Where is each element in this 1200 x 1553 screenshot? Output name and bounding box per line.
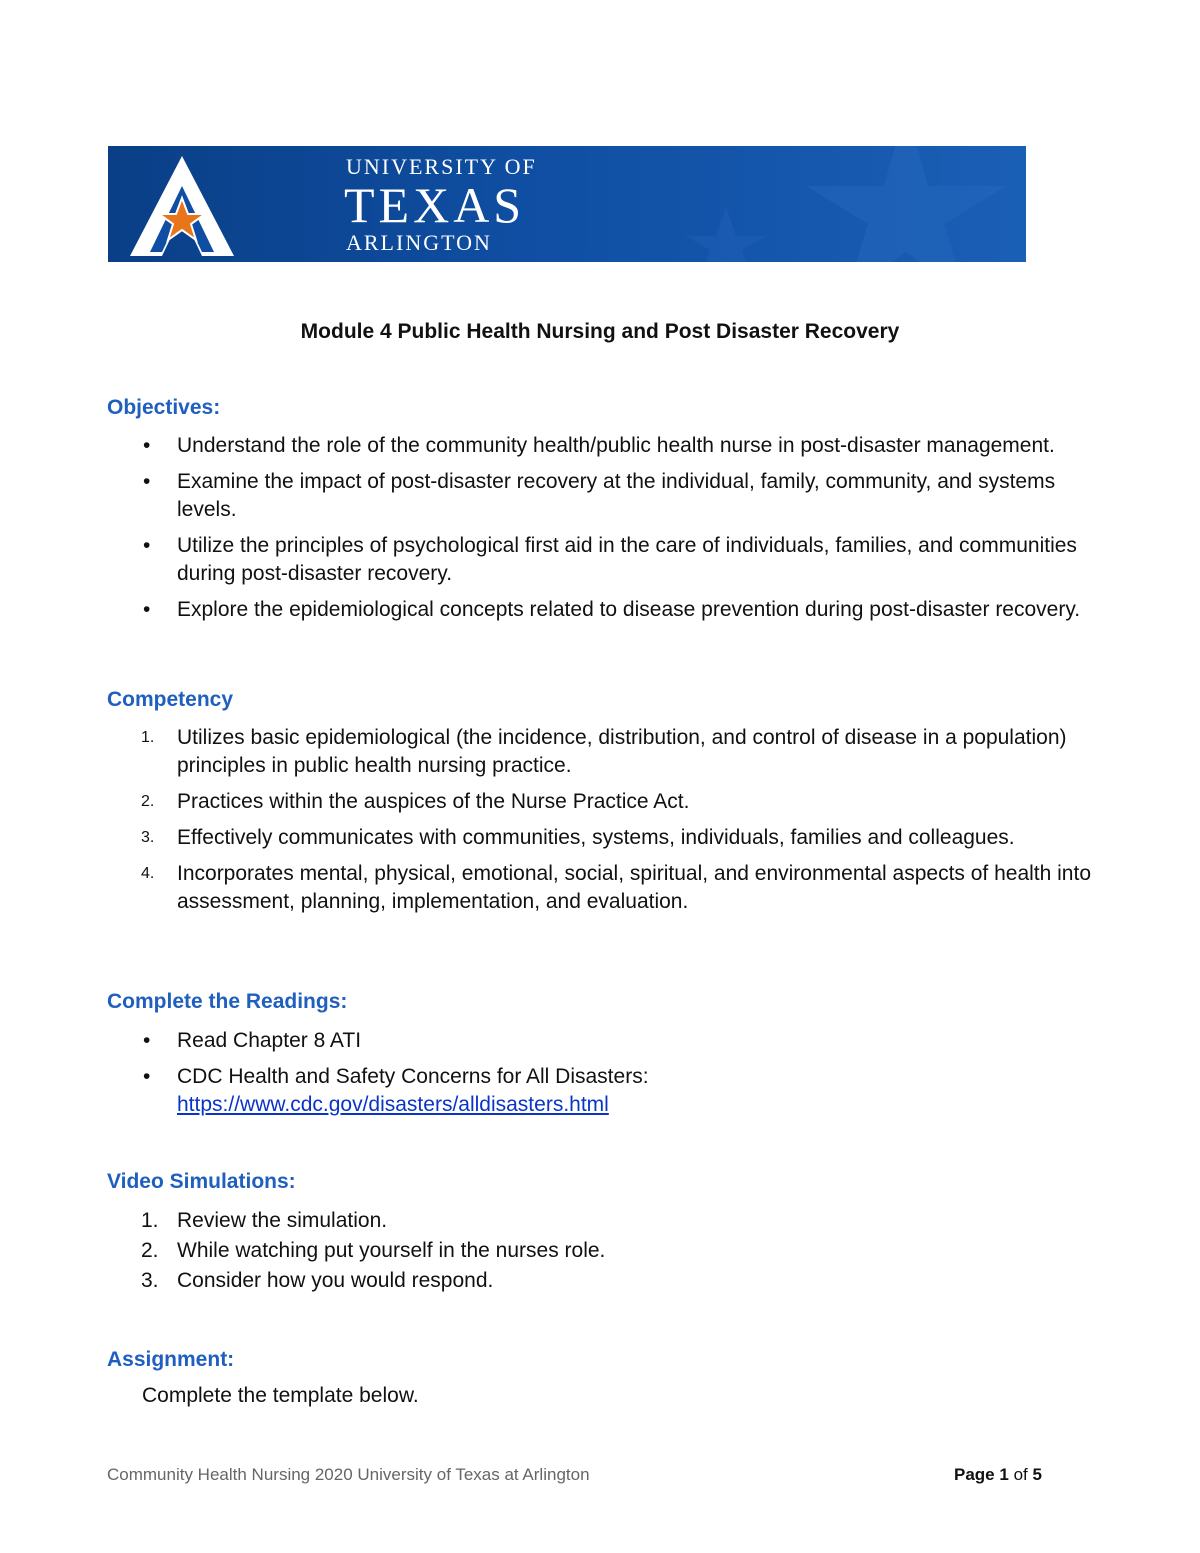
page-indicator: Page 1 of 5 [954, 1465, 1042, 1484]
list-item: • Utilize the principles of psychological first aid in the care of individuals, families, and communities during post-disaster recovery. [143, 534, 1077, 585]
uta-logo-icon [122, 152, 242, 260]
banner-line-texas: TEXAS [344, 177, 526, 233]
banner-line-arlington: ARLINGTON [346, 230, 492, 255]
objectives-heading: Objectives: [107, 396, 221, 419]
list-item: 3. Consider how you would respond. [141, 1269, 494, 1292]
list-item: • Examine the impact of post-disaster recovery at the individual, family, community, and systems levels. [143, 470, 1056, 521]
list-item: 4. Incorporates mental, physical, emotional, social, spiritual, and environmental aspects of health into assessment, planning, implementation, and evaluation. [141, 862, 1091, 913]
list-item: • Explore the epidemiological concepts related to disease prevention during post-disaster recovery. [107, 596, 1107, 624]
document-title: Module 4 Public Health Nursing and Post Disaster Recovery [300, 320, 900, 343]
objectives-list [107, 432, 1107, 632]
bullet-icon: • [143, 470, 151, 493]
bullet-icon: • [143, 1029, 151, 1052]
bullet-icon: • [143, 434, 151, 457]
bullet-icon: • [143, 534, 151, 557]
list-item: 1. Utilizes basic epidemiological (the incidence, distribution, and control of disease in a population) principles in public health nursing practice. [141, 726, 1067, 777]
list-item: • Read Chapter 8 ATI [107, 1027, 1107, 1055]
banner-line-university-of: UNIVERSITY OF [346, 154, 537, 179]
university-banner [108, 146, 1026, 262]
readings-list [107, 1027, 1107, 1127]
list-item: • CDC Health and Safety Concerns for All Disasters: https://www.cdc.gov/disasters/alldisasters.html [143, 1065, 649, 1116]
video-simulations-list [107, 1207, 1107, 1297]
banner-star-watermark-icon [606, 146, 1026, 262]
assignment-heading: Assignment: [107, 1348, 235, 1371]
competency-list [107, 724, 1107, 924]
list-item: 3. Effectively communicates with communities, systems, individuals, families and colleagues. [141, 826, 1015, 849]
readings-heading: Complete the Readings: [107, 990, 348, 1013]
assignment-text: Complete the template below. [142, 1384, 419, 1407]
cdc-disasters-link[interactable]: https://www.cdc.gov/disasters/alldisasters.html [177, 1093, 609, 1116]
bullet-icon: • [143, 1065, 151, 1088]
list-item: 1. Review the simulation. [141, 1209, 388, 1232]
video-simulations-heading: Video Simulations: [107, 1170, 296, 1193]
competency-heading: Competency [107, 688, 234, 711]
bullet-icon: • [143, 598, 151, 621]
list-item: 2. Practices within the auspices of the Nurse Practice Act. [141, 790, 690, 813]
list-item: 2. While watching put yourself in the nurses role. [141, 1239, 606, 1262]
list-item: • Understand the role of the community health/public health nurse in post-disaster management. [107, 432, 1107, 460]
footer-text: Community Health Nursing 2020 University of Texas at Arlington [107, 1465, 590, 1484]
